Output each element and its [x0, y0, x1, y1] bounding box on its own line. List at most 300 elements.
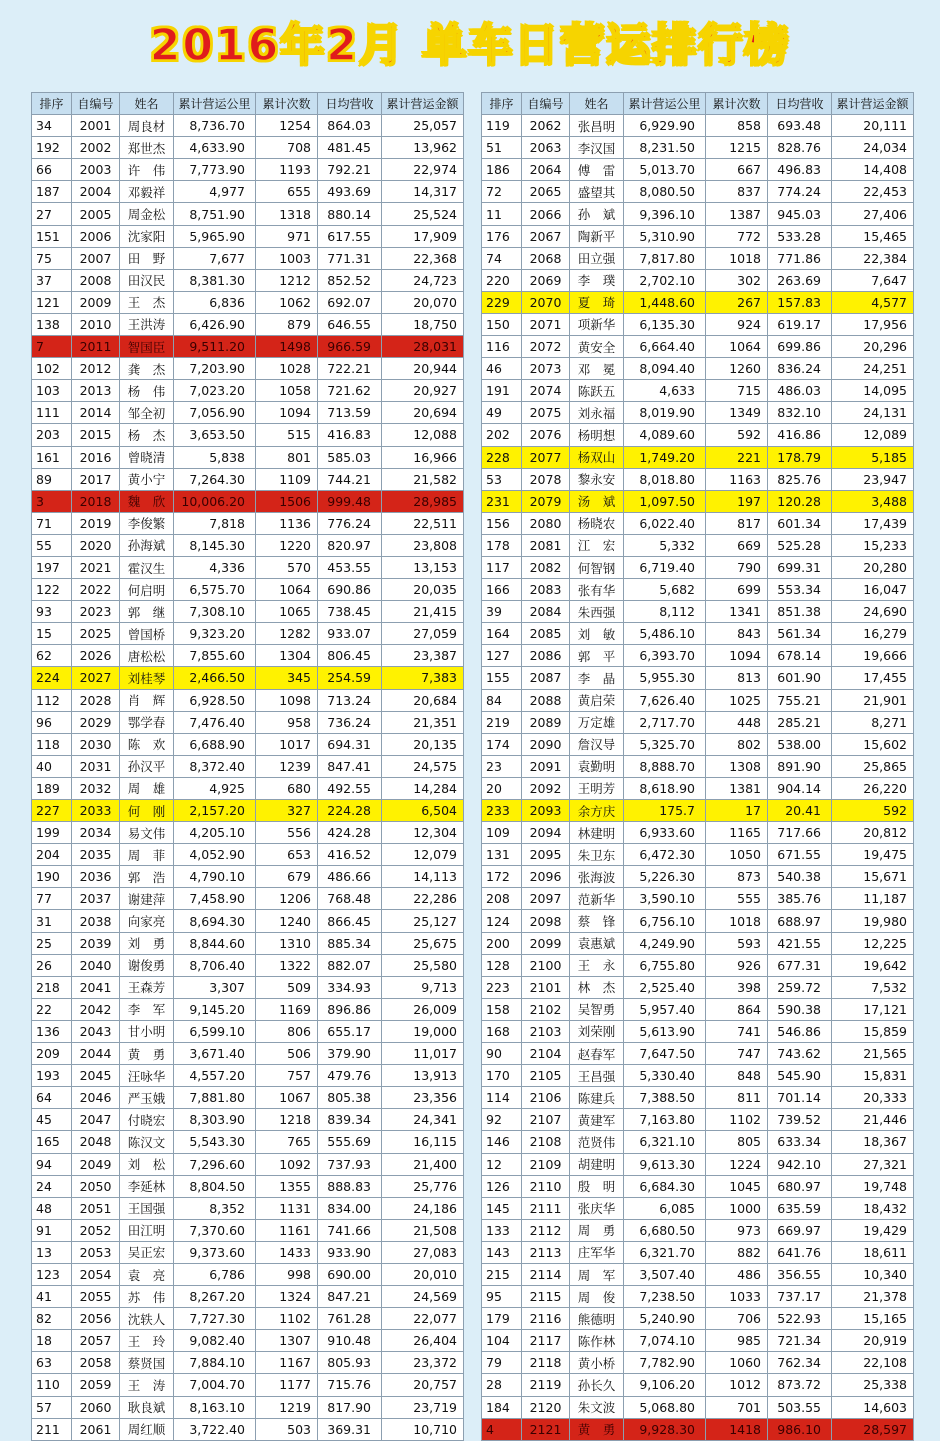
- trips-cell: 1254: [256, 115, 318, 137]
- driver-name-cell: 庄军华: [570, 1241, 624, 1263]
- rank-cell: 189: [32, 777, 72, 799]
- vehicle-id-cell: 2094: [522, 822, 570, 844]
- vehicle-id-cell: 2073: [522, 358, 570, 380]
- vehicle-id-cell: 2049: [72, 1153, 120, 1175]
- rank-cell: 4: [482, 1418, 522, 1440]
- vehicle-id-cell: 2112: [522, 1219, 570, 1241]
- table-row: [482, 1241, 914, 1263]
- total-revenue-cell: 15,465: [832, 225, 914, 247]
- daily-revenue-cell: 120.28: [768, 490, 832, 512]
- trips-cell: 1355: [256, 1175, 318, 1197]
- total-revenue-cell: 15,859: [832, 1020, 914, 1042]
- vehicle-id-cell: 2088: [522, 689, 570, 711]
- total-revenue-cell: 19,980: [832, 910, 914, 932]
- trips-cell: 221: [706, 446, 768, 468]
- rank-cell: 49: [482, 402, 522, 424]
- daily-revenue-cell: 678.14: [768, 645, 832, 667]
- trips-cell: 765: [256, 1131, 318, 1153]
- driver-name-cell: 王 杰: [120, 291, 174, 313]
- total-km-cell: 8,352: [174, 1197, 256, 1219]
- total-revenue-cell: 26,009: [382, 998, 464, 1020]
- total-km-cell: 6,684.30: [624, 1175, 706, 1197]
- total-revenue-cell: 23,356: [382, 1087, 464, 1109]
- daily-revenue-cell: 555.69: [318, 1131, 382, 1153]
- rank-cell: 165: [32, 1131, 72, 1153]
- table-row: [32, 601, 464, 623]
- vehicle-id-cell: 2058: [72, 1352, 120, 1374]
- total-km-cell: 7,203.90: [174, 358, 256, 380]
- header-rank: 排序: [32, 93, 72, 115]
- total-km-cell: 5,068.80: [624, 1396, 706, 1418]
- rank-cell: 72: [482, 181, 522, 203]
- rank-cell: 209: [32, 1043, 72, 1065]
- vehicle-id-cell: 2042: [72, 998, 120, 1020]
- table-row: [482, 866, 914, 888]
- driver-name-cell: 黄启荣: [570, 689, 624, 711]
- table-row: [32, 1418, 464, 1440]
- total-km-cell: 6,022.40: [624, 512, 706, 534]
- total-km-cell: 6,664.40: [624, 336, 706, 358]
- trips-cell: 1131: [256, 1197, 318, 1219]
- vehicle-id-cell: 2002: [72, 137, 120, 159]
- driver-name-cell: 杨双山: [570, 446, 624, 468]
- rank-cell: 95: [482, 1286, 522, 1308]
- total-revenue-cell: 21,508: [382, 1219, 464, 1241]
- rank-cell: 119: [482, 115, 522, 137]
- driver-name-cell: 蔡 锋: [570, 910, 624, 932]
- driver-name-cell: 余方庆: [570, 800, 624, 822]
- rank-cell: 31: [32, 910, 72, 932]
- vehicle-id-cell: 2046: [72, 1087, 120, 1109]
- total-revenue-cell: 25,675: [382, 932, 464, 954]
- total-km-cell: 6,680.50: [624, 1219, 706, 1241]
- total-revenue-cell: 24,575: [382, 755, 464, 777]
- daily-revenue-cell: 776.24: [318, 512, 382, 534]
- table-row: [482, 424, 914, 446]
- vehicle-id-cell: 2030: [72, 733, 120, 755]
- vehicle-id-cell: 2114: [522, 1263, 570, 1285]
- vehicle-id-cell: 2083: [522, 579, 570, 601]
- total-revenue-cell: 16,279: [832, 623, 914, 645]
- header-total-km: 累计营运公里: [624, 93, 706, 115]
- trips-cell: 1240: [256, 910, 318, 932]
- vehicle-id-cell: 2007: [72, 247, 120, 269]
- header-total-revenue: 累计营运金额: [832, 93, 914, 115]
- vehicle-id-cell: 2080: [522, 512, 570, 534]
- driver-name-cell: 智国臣: [120, 336, 174, 358]
- rank-cell: 156: [482, 512, 522, 534]
- table-row: [32, 844, 464, 866]
- rank-cell: 90: [482, 1043, 522, 1065]
- vehicle-id-cell: 2004: [72, 181, 120, 203]
- total-km-cell: 7,004.70: [174, 1374, 256, 1396]
- rank-cell: 94: [32, 1153, 72, 1175]
- total-km-cell: 9,323.20: [174, 623, 256, 645]
- rank-cell: 190: [32, 866, 72, 888]
- vehicle-id-cell: 2092: [522, 777, 570, 799]
- daily-revenue-cell: 715.76: [318, 1374, 382, 1396]
- table-row: [32, 269, 464, 291]
- rank-cell: 228: [482, 446, 522, 468]
- driver-name-cell: 周 雄: [120, 777, 174, 799]
- vehicle-id-cell: 2072: [522, 336, 570, 358]
- daily-revenue-cell: 768.48: [318, 888, 382, 910]
- vehicle-id-cell: 2048: [72, 1131, 120, 1153]
- rank-cell: 13: [32, 1241, 72, 1263]
- daily-revenue-cell: 633.34: [768, 1131, 832, 1153]
- driver-name-cell: 陈汉文: [120, 1131, 174, 1153]
- total-revenue-cell: 22,974: [382, 159, 464, 181]
- header-total-km: 累计营运公里: [174, 93, 256, 115]
- total-revenue-cell: 24,569: [382, 1286, 464, 1308]
- trips-cell: 1381: [706, 777, 768, 799]
- vehicle-id-cell: 2016: [72, 446, 120, 468]
- total-km-cell: 7,476.40: [174, 711, 256, 733]
- total-km-cell: 8,381.30: [174, 269, 256, 291]
- daily-revenue-cell: 546.86: [768, 1020, 832, 1042]
- total-revenue-cell: 27,321: [832, 1153, 914, 1175]
- rank-cell: 117: [482, 556, 522, 578]
- table-row: [32, 1286, 464, 1308]
- total-revenue-cell: 20,135: [382, 733, 464, 755]
- table-row: [482, 1043, 914, 1065]
- trips-cell: 813: [706, 667, 768, 689]
- total-km-cell: 7,626.40: [624, 689, 706, 711]
- driver-name-cell: 盛望其: [570, 181, 624, 203]
- total-revenue-cell: 24,131: [832, 402, 914, 424]
- total-revenue-cell: 21,378: [832, 1286, 914, 1308]
- table-row: [482, 800, 914, 822]
- vehicle-id-cell: 2078: [522, 468, 570, 490]
- total-km-cell: 8,163.10: [174, 1396, 256, 1418]
- table-row: [32, 1219, 464, 1241]
- total-km-cell: 3,722.40: [174, 1418, 256, 1440]
- total-revenue-cell: 14,284: [382, 777, 464, 799]
- rank-cell: 15: [32, 623, 72, 645]
- total-revenue-cell: 3,488: [832, 490, 914, 512]
- daily-revenue-cell: 806.45: [318, 645, 382, 667]
- rank-cell: 71: [32, 512, 72, 534]
- total-km-cell: 7,023.20: [174, 380, 256, 402]
- trips-cell: 1169: [256, 998, 318, 1020]
- total-km-cell: 6,719.40: [624, 556, 706, 578]
- total-revenue-cell: 21,565: [832, 1043, 914, 1065]
- ranking-table-right-body: [482, 115, 914, 1441]
- vehicle-id-cell: 2064: [522, 159, 570, 181]
- daily-revenue-cell: 356.55: [768, 1263, 832, 1285]
- table-row: [482, 623, 914, 645]
- daily-revenue-cell: 259.72: [768, 976, 832, 998]
- total-km-cell: 8,094.40: [624, 358, 706, 380]
- trips-cell: 806: [256, 1020, 318, 1042]
- total-revenue-cell: 8,271: [832, 711, 914, 733]
- total-revenue-cell: 22,368: [382, 247, 464, 269]
- total-km-cell: 8,706.40: [174, 954, 256, 976]
- total-revenue-cell: 7,647: [832, 269, 914, 291]
- rank-cell: 51: [482, 137, 522, 159]
- daily-revenue-cell: 585.03: [318, 446, 382, 468]
- total-km-cell: 6,836: [174, 291, 256, 313]
- total-km-cell: 9,145.20: [174, 998, 256, 1020]
- total-km-cell: 5,310.90: [624, 225, 706, 247]
- daily-revenue-cell: 655.17: [318, 1020, 382, 1042]
- total-km-cell: 3,590.10: [624, 888, 706, 910]
- rank-cell: 166: [482, 579, 522, 601]
- trips-cell: 653: [256, 844, 318, 866]
- table-row: [482, 711, 914, 733]
- driver-name-cell: 易文伟: [120, 822, 174, 844]
- table-row: [482, 1065, 914, 1087]
- rank-cell: 7: [32, 336, 72, 358]
- rank-cell: 158: [482, 998, 522, 1020]
- rank-cell: 110: [32, 1374, 72, 1396]
- driver-name-cell: 刘荣刚: [570, 1020, 624, 1042]
- vehicle-id-cell: 2035: [72, 844, 120, 866]
- total-revenue-cell: 15,831: [832, 1065, 914, 1087]
- rank-cell: 174: [482, 733, 522, 755]
- total-revenue-cell: 24,034: [832, 137, 914, 159]
- driver-name-cell: 黄小宁: [120, 468, 174, 490]
- trips-cell: 1206: [256, 888, 318, 910]
- daily-revenue-cell: 699.86: [768, 336, 832, 358]
- table-row: [482, 313, 914, 335]
- total-km-cell: 7,308.10: [174, 601, 256, 623]
- total-km-cell: 6,472.30: [624, 844, 706, 866]
- trips-cell: 973: [706, 1219, 768, 1241]
- rank-cell: 136: [32, 1020, 72, 1042]
- trips-cell: 1018: [706, 247, 768, 269]
- vehicle-id-cell: 2065: [522, 181, 570, 203]
- total-km-cell: 3,307: [174, 976, 256, 998]
- total-km-cell: 9,082.40: [174, 1330, 256, 1352]
- daily-revenue-cell: 254.59: [318, 667, 382, 689]
- total-revenue-cell: 15,671: [832, 866, 914, 888]
- driver-name-cell: 林 杰: [570, 976, 624, 998]
- vehicle-id-cell: 2056: [72, 1308, 120, 1330]
- total-revenue-cell: 21,582: [382, 468, 464, 490]
- vehicle-id-cell: 2099: [522, 932, 570, 954]
- trips-cell: 848: [706, 1065, 768, 1087]
- trips-cell: 197: [706, 490, 768, 512]
- rank-cell: 179: [482, 1308, 522, 1330]
- vehicle-id-cell: 2097: [522, 888, 570, 910]
- daily-revenue-cell: 847.41: [318, 755, 382, 777]
- rank-cell: 53: [482, 468, 522, 490]
- total-revenue-cell: 17,455: [832, 667, 914, 689]
- trips-cell: 570: [256, 556, 318, 578]
- rank-cell: 203: [32, 424, 72, 446]
- total-km-cell: 7,773.90: [174, 159, 256, 181]
- driver-name-cell: 田立强: [570, 247, 624, 269]
- daily-revenue-cell: 721.62: [318, 380, 382, 402]
- table-row: [32, 689, 464, 711]
- total-revenue-cell: 25,524: [382, 203, 464, 225]
- rank-cell: 40: [32, 755, 72, 777]
- table-header-row: [482, 93, 914, 115]
- total-km-cell: 2,525.40: [624, 976, 706, 998]
- driver-name-cell: 陈 欢: [120, 733, 174, 755]
- total-revenue-cell: 25,580: [382, 954, 464, 976]
- trips-cell: 998: [256, 1263, 318, 1285]
- table-row: [482, 1286, 914, 1308]
- total-km-cell: 7,647.50: [624, 1043, 706, 1065]
- trips-cell: 1418: [706, 1418, 768, 1440]
- table-row: [482, 1175, 914, 1197]
- total-km-cell: 8,888.70: [624, 755, 706, 777]
- driver-name-cell: 何 刚: [120, 800, 174, 822]
- trips-cell: 345: [256, 667, 318, 689]
- rank-cell: 199: [32, 822, 72, 844]
- table-row: [482, 556, 914, 578]
- driver-name-cell: 刘 勇: [120, 932, 174, 954]
- trips-cell: 1064: [706, 336, 768, 358]
- vehicle-id-cell: 2053: [72, 1241, 120, 1263]
- daily-revenue-cell: 836.24: [768, 358, 832, 380]
- rank-cell: 102: [32, 358, 72, 380]
- trips-cell: 864: [706, 998, 768, 1020]
- rank-cell: 170: [482, 1065, 522, 1087]
- trips-cell: 680: [256, 777, 318, 799]
- daily-revenue-cell: 945.03: [768, 203, 832, 225]
- trips-cell: 1092: [256, 1153, 318, 1175]
- rank-cell: 193: [32, 1065, 72, 1087]
- daily-revenue-cell: 20.41: [768, 800, 832, 822]
- daily-revenue-cell: 688.97: [768, 910, 832, 932]
- daily-revenue-cell: 479.76: [318, 1065, 382, 1087]
- total-km-cell: 5,226.30: [624, 866, 706, 888]
- total-km-cell: 5,330.40: [624, 1065, 706, 1087]
- driver-name-cell: 郭 浩: [120, 866, 174, 888]
- daily-revenue-cell: 540.38: [768, 866, 832, 888]
- rank-cell: 161: [32, 446, 72, 468]
- table-row: [482, 689, 914, 711]
- trips-cell: 302: [706, 269, 768, 291]
- vehicle-id-cell: 2095: [522, 844, 570, 866]
- driver-name-cell: 魏 欣: [120, 490, 174, 512]
- rank-cell: 178: [482, 534, 522, 556]
- total-revenue-cell: 20,280: [832, 556, 914, 578]
- trips-cell: 1109: [256, 468, 318, 490]
- vehicle-id-cell: 2032: [72, 777, 120, 799]
- trips-cell: 790: [706, 556, 768, 578]
- trips-cell: 1506: [256, 490, 318, 512]
- header-rank: 排序: [482, 93, 522, 115]
- trips-cell: 592: [706, 424, 768, 446]
- driver-name-cell: 殷 明: [570, 1175, 624, 1197]
- rank-cell: 89: [32, 468, 72, 490]
- vehicle-id-cell: 2069: [522, 269, 570, 291]
- driver-name-cell: 李汉国: [570, 137, 624, 159]
- driver-name-cell: 郭 继: [120, 601, 174, 623]
- driver-name-cell: 王 永: [570, 954, 624, 976]
- driver-name-cell: 陈建兵: [570, 1087, 624, 1109]
- table-row: [32, 424, 464, 446]
- total-km-cell: 4,790.10: [174, 866, 256, 888]
- table-row: [482, 1153, 914, 1175]
- rank-cell: 75: [32, 247, 72, 269]
- table-row: [482, 402, 914, 424]
- total-km-cell: 9,396.10: [624, 203, 706, 225]
- daily-revenue-cell: 743.62: [768, 1043, 832, 1065]
- driver-name-cell: 周 菲: [120, 844, 174, 866]
- daily-revenue-cell: 885.34: [318, 932, 382, 954]
- table-row: [32, 1352, 464, 1374]
- trips-cell: 1282: [256, 623, 318, 645]
- trips-cell: 667: [706, 159, 768, 181]
- trips-cell: 1239: [256, 755, 318, 777]
- trips-cell: 811: [706, 1087, 768, 1109]
- table-row: [32, 733, 464, 755]
- rank-cell: 25: [32, 932, 72, 954]
- vehicle-id-cell: 2113: [522, 1241, 570, 1263]
- total-km-cell: 6,393.70: [624, 645, 706, 667]
- rank-cell: 223: [482, 976, 522, 998]
- daily-revenue-cell: 851.38: [768, 601, 832, 623]
- total-km-cell: 6,786: [174, 1263, 256, 1285]
- vehicle-id-cell: 2061: [72, 1418, 120, 1440]
- total-revenue-cell: 15,602: [832, 733, 914, 755]
- total-revenue-cell: 22,108: [832, 1352, 914, 1374]
- driver-name-cell: 霍汉生: [120, 556, 174, 578]
- daily-revenue-cell: 933.90: [318, 1241, 382, 1263]
- total-revenue-cell: 7,383: [382, 667, 464, 689]
- rank-cell: 123: [32, 1263, 72, 1285]
- driver-name-cell: 孙 斌: [570, 203, 624, 225]
- rank-cell: 192: [32, 137, 72, 159]
- daily-revenue-cell: 834.00: [318, 1197, 382, 1219]
- vehicle-id-cell: 2116: [522, 1308, 570, 1330]
- header-daily-revenue: 日均营收: [318, 93, 382, 115]
- trips-cell: 1310: [256, 932, 318, 954]
- trips-cell: 1498: [256, 336, 318, 358]
- rank-cell: 118: [32, 733, 72, 755]
- driver-name-cell: 项新华: [570, 313, 624, 335]
- table-row: [32, 358, 464, 380]
- total-km-cell: 6,321.10: [624, 1131, 706, 1153]
- trips-cell: 817: [706, 512, 768, 534]
- driver-name-cell: 汤 斌: [570, 490, 624, 512]
- table-row: [32, 556, 464, 578]
- driver-name-cell: 孙长久: [570, 1374, 624, 1396]
- daily-revenue-cell: 493.69: [318, 181, 382, 203]
- daily-revenue-cell: 641.76: [768, 1241, 832, 1263]
- daily-revenue-cell: 722.21: [318, 358, 382, 380]
- trips-cell: 1433: [256, 1241, 318, 1263]
- daily-revenue-cell: 416.86: [768, 424, 832, 446]
- driver-name-cell: 黄建军: [570, 1109, 624, 1131]
- total-km-cell: 9,613.30: [624, 1153, 706, 1175]
- total-revenue-cell: 20,010: [382, 1263, 464, 1285]
- rank-cell: 57: [32, 1396, 72, 1418]
- table-row: [32, 512, 464, 534]
- table-row: [482, 1131, 914, 1153]
- trips-cell: 1062: [256, 291, 318, 313]
- table-row: [482, 225, 914, 247]
- rank-cell: 151: [32, 225, 72, 247]
- vehicle-id-cell: 2071: [522, 313, 570, 335]
- driver-name-cell: 朱西强: [570, 601, 624, 623]
- vehicle-id-cell: 2070: [522, 291, 570, 313]
- driver-name-cell: 李 璞: [570, 269, 624, 291]
- table-row: [32, 1087, 464, 1109]
- table-row: [32, 800, 464, 822]
- driver-name-cell: 李 晶: [570, 667, 624, 689]
- table-row: [482, 645, 914, 667]
- vehicle-id-cell: 2084: [522, 601, 570, 623]
- daily-revenue-cell: 671.55: [768, 844, 832, 866]
- table-row: [32, 402, 464, 424]
- vehicle-id-cell: 2104: [522, 1043, 570, 1065]
